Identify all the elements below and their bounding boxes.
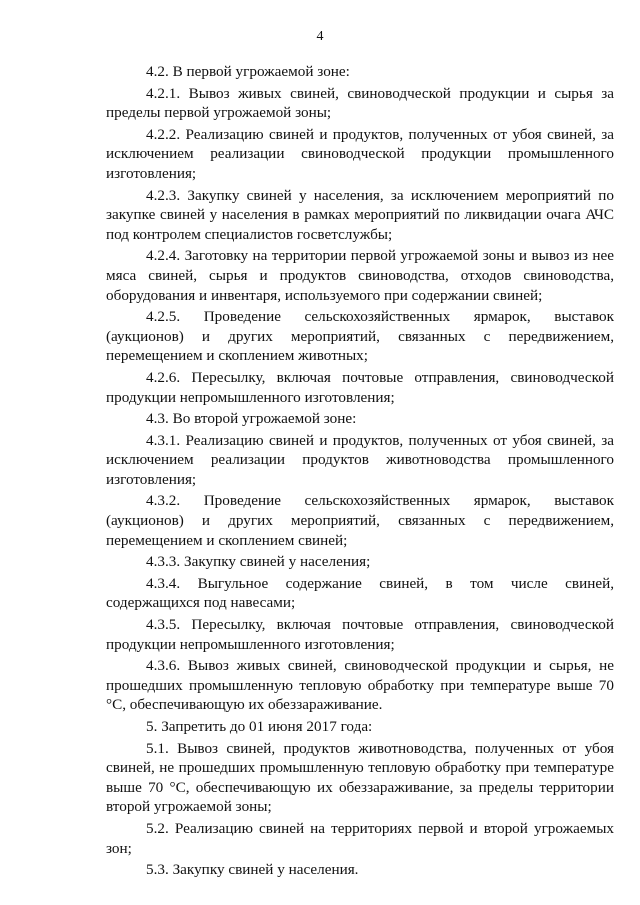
paragraph: 4.2.6. Пересылку, включая почтовые отправления, свиноводческой продукции непромышленного изготовления; <box>106 368 614 406</box>
paragraph: 4.3.2. Проведение сельскохозяйственных ярмарок, выставок (аукционов) и других мероприятий, связанных с передвижением, перемещением и скоплением свиней; <box>106 492 614 549</box>
paragraph: 5.2. Реализацию свиней на территориях первой и второй угрожаемых зон; <box>106 819 614 857</box>
paragraph: 4.3. Во второй угрожаемой зоне: <box>146 410 357 428</box>
paragraph: 4.3.6. Вывоз живых свиней, свиноводческой продукции и сырья, не прошедших промышленную тепловую обработку при температуре выше 70 °С, обеспечивающую их обеззараживание. <box>106 657 614 714</box>
paragraph: 4.2.1. Вывоз живых свиней, свиноводческой продукции и сырья за пределы первой угрожаемой зоны; <box>106 84 614 122</box>
paragraph: 4.2. В первой угрожаемой зоне: <box>146 63 350 80</box>
paragraph: 5.3. Закупку свиней у населения. <box>146 861 359 879</box>
paragraph: 4.3.5. Пересылку, включая почтовые отправления, свиноводческой продукции непромышленного изготовления; <box>106 616 614 653</box>
page-number: 4 <box>316 29 324 44</box>
paragraph: 4.3.1. Реализацию свиней и продуктов, полученных от убоя свиней, за исключением реализации продуктов животноводства промышленного изготовления; <box>106 431 614 488</box>
paragraph: 4.2.2. Реализацию свиней и продуктов, полученных от убоя свиней, за исключением реализации свиноводческой продукции промышленного изготовления; <box>106 125 614 182</box>
document-body <box>106 62 614 882</box>
paragraph: 4.3.4. Выгульное содержание свиней, в том числе свиней, содержащихся под навесами; <box>106 574 614 612</box>
paragraph: 4.2.3. Закупку свиней у населения, за исключением мероприятий по закупке свиней у населения в рамках мероприятий по ликвидации очага АЧС под контролем специалистов госветслужбы; <box>106 186 614 243</box>
paragraph: 5.1. Вывоз свиней, продуктов животноводства, полученных от убоя свиней, не прошедших промышленную тепловую обработку при температуре выше 70 °С, обеспечивающую их обеззараживание, за пределы территории второй угрожаемой зоны; <box>106 739 614 816</box>
paragraph: 4.3.3. Закупку свиней у населения; <box>146 553 371 571</box>
paragraph: 4.2.5. Проведение сельскохозяйственных ярмарок, выставок (аукционов) и других мероприятий, связанных с передвижением, перемещением и скоплением животных; <box>106 308 614 365</box>
paragraph: 4.2.4. Заготовку на территории первой угрожаемой зоны и вывоз из нее мяса свиней, сырья и продуктов свиноводства, отходов свиноводства, оборудования и инвентаря, используемого при содержании свиней; <box>106 247 614 304</box>
paragraph: 5. Запретить до 01 июня 2017 года: <box>146 718 373 735</box>
